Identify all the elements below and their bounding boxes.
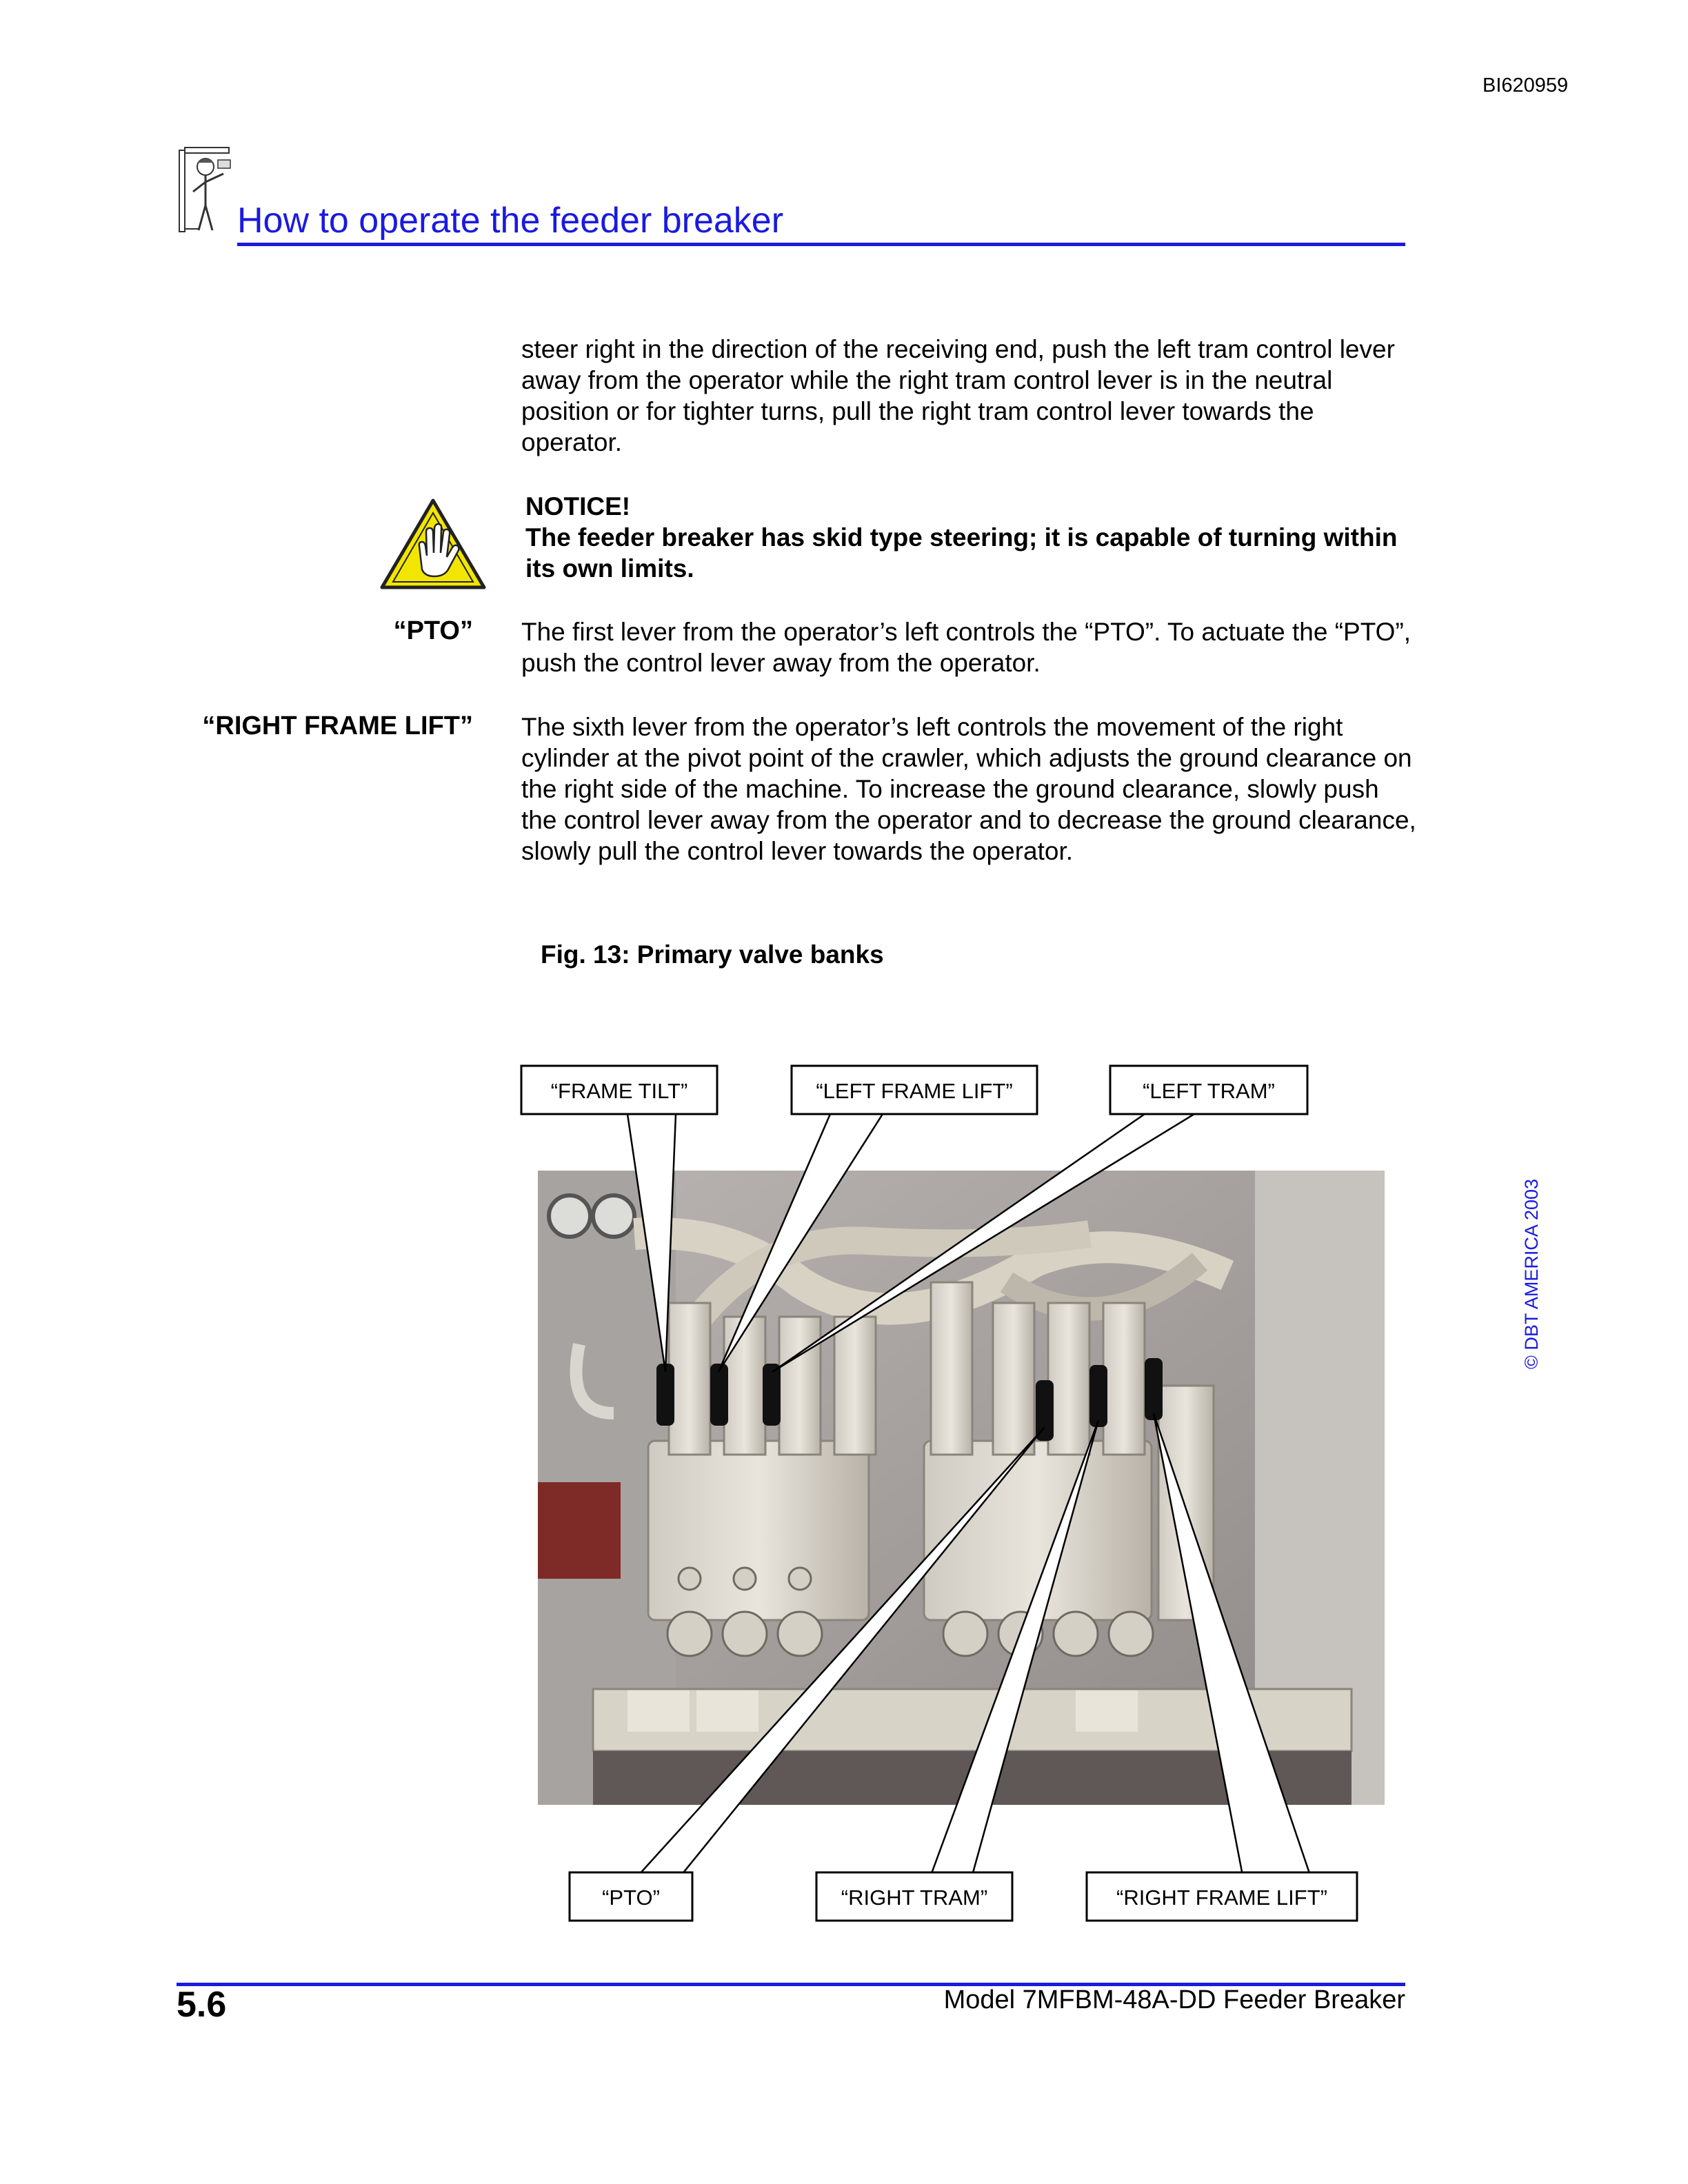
warning-hand-icon — [379, 498, 487, 590]
svg-text:“LEFT FRAME LIFT”: “LEFT FRAME LIFT” — [816, 1079, 1013, 1103]
notice-box — [525, 491, 1422, 584]
svg-text:“LEFT TRAM”: “LEFT TRAM” — [1143, 1079, 1275, 1103]
page-number: 5.6 — [177, 1985, 227, 2025]
operator-at-panel-icon — [178, 146, 236, 237]
svg-text:“FRAME TILT”: “FRAME TILT” — [550, 1079, 688, 1103]
svg-text:“PTO”: “PTO” — [602, 1885, 660, 1910]
document-id: BI620959 — [1483, 74, 1569, 97]
valve-bank-figure — [510, 1055, 1407, 1930]
callout-frame-tilt — [521, 1066, 717, 1114]
svg-text:“RIGHT FRAME LIFT”: “RIGHT FRAME LIFT” — [1116, 1885, 1327, 1910]
svg-text:“RIGHT TRAM”: “RIGHT TRAM” — [841, 1885, 988, 1910]
footer-model: Model 7MFBM-48A-DD Feeder Breaker — [943, 1985, 1405, 2014]
callout-left-tram — [1110, 1066, 1307, 1114]
intro-paragraph: steer right in the direction of the receiving end, push the left tram control lever away from the operator while the right tram control lever is in the neutral position or for tighter turns, pull the right tram control lever towards the operator. — [521, 335, 1395, 456]
right-frame-lift-paragraph: The sixth lever from the operator’s left controls the movement of the right cylinder at the pivot point of the crawler, which adjusts the ground clearance on the right side of the machine. To increase the ground clearance, slowly push the control lever away from the operator and to decrease the ground clearance, slowly pull the control lever towards the operator. — [521, 713, 1416, 865]
pto-label: “PTO” — [393, 616, 473, 645]
copyright-notice: © DBT AMERICA 2003 — [1521, 1178, 1542, 1369]
notice-text: The feeder breaker has skid type steering; it is capable of turning within its own limits. — [525, 523, 1398, 583]
notice-heading: NOTICE! — [525, 492, 631, 520]
section-title: How to operate the feeder breaker — [237, 200, 1405, 246]
figure-caption: Fig. 13: Primary valve banks — [541, 940, 884, 969]
callout-right-tram — [816, 1872, 1012, 1921]
callout-pto — [570, 1872, 692, 1921]
callout-right-frame-lift — [1087, 1872, 1357, 1921]
callout-left-frame-lift — [792, 1066, 1037, 1114]
right-frame-lift-label: “RIGHT FRAME LIFT” — [202, 711, 473, 740]
pto-paragraph: The first lever from the operator’s left controls the “PTO”. To actuate the “PTO”, push the control lever away from the operator. — [521, 618, 1411, 677]
